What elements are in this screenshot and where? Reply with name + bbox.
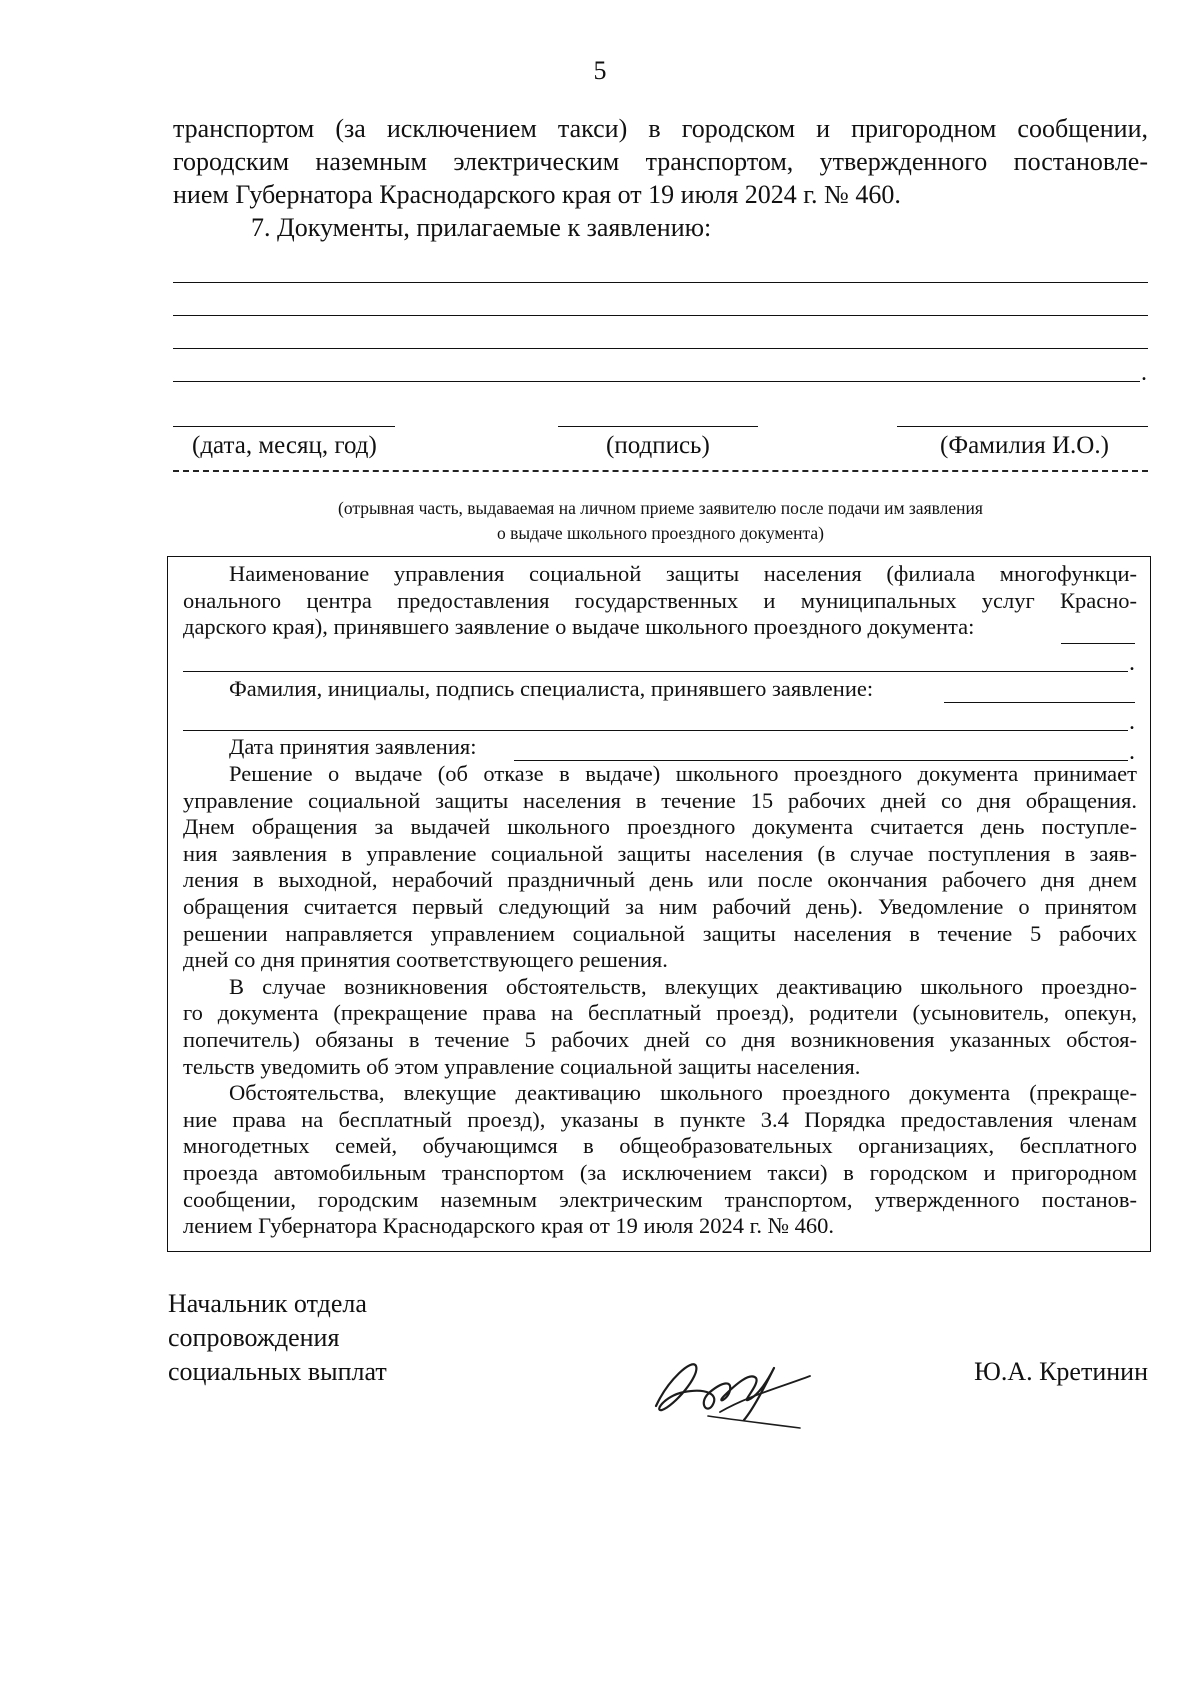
- text-line: ние права на бесплатный проезд), указаны в пункте 3.4 Порядка предоставления членам: [183, 1106, 1137, 1132]
- text-line: Фамилия, инициалы, подпись специалиста, принявшего заявление:: [229, 676, 874, 701]
- date-received-label: [183, 734, 1137, 765]
- date-received-end-period: .: [1129, 739, 1135, 765]
- text-line: ния заявления в управление социальной защиты населения (в случае поступления в заяв-: [183, 840, 1137, 866]
- text-line: ления в выходной, нерабочий праздничный день или после окончания рабочего дня днем: [183, 867, 1137, 893]
- text-line: дней со дня принятия соответствующего решения.: [183, 947, 668, 973]
- text-line: управление социальной защиты населения в течение 15 рабочих дней со дня обращения.: [183, 787, 1137, 813]
- documents-end-period: .: [1141, 360, 1147, 386]
- authority-fill-line-end: [1061, 643, 1135, 644]
- decision-paragraph: [183, 761, 1137, 1240]
- note-line: о выдаче школьного проездного документа): [497, 523, 824, 543]
- text-line: дарского края), принявшего заявление о выдаче школьного проездного документа:: [183, 614, 975, 640]
- name-line: [897, 426, 1148, 427]
- text-line: лением Губернатора Краснодарского края от 19 июля 2024 г. № 460.: [183, 1213, 835, 1239]
- position-line: Начальник отдела: [168, 1289, 367, 1318]
- text-line: тельств уведомить об этом управление социальной защиты населения.: [183, 1053, 861, 1079]
- documents-line-3: [173, 348, 1148, 349]
- text-line: сообщении, городским наземным электрическим транспортом, утвержденного постанов-: [183, 1186, 1137, 1212]
- name-caption: (Фамилия И.О.): [940, 432, 1109, 459]
- text-line: нием Губернатора Краснодарского края от 19 июля 2024 г. № 460.: [173, 180, 901, 209]
- text-line: Обстоятельства, влекущие деактивацию школьного проездного документа (прекраще-: [229, 1080, 1137, 1106]
- tear-off-note: [173, 496, 1148, 546]
- signature-caption: (подпись): [606, 432, 710, 459]
- position-title: [168, 1287, 387, 1389]
- documents-heading: 7. Документы, прилагаемые к заявлению:: [251, 213, 712, 242]
- text-line: Наименование управления социальной защиты населения (филиала многофункци-: [229, 561, 1137, 586]
- text-line: В случае возникновения обстоятельств, влекущих деактивацию школьного проездно-: [229, 973, 1137, 999]
- note-line: (отрывная часть, выдаваемая на личном приеме заявителю после подачи им заявления: [338, 498, 983, 518]
- text-line: обращения считается первый следующий за ним рабочий день). Уведомление о принятом: [183, 893, 1137, 919]
- text-line: Дата принятия заявления:: [229, 734, 477, 759]
- text-line: проезда автомобильным транспортом (за исключением такси) в городском и пригородном: [183, 1159, 1137, 1185]
- intro-paragraph: [173, 112, 1148, 244]
- text-line: транспортом (за исключением такси) в городском и пригородном сообщении,: [173, 114, 1148, 143]
- authority-end-period: .: [1129, 650, 1135, 676]
- text-line: Днем обращения за выдачей школьного проездного документа считается день поступле-: [183, 814, 1137, 840]
- date-caption: (дата, месяц, год): [192, 432, 377, 459]
- date-signature-line: [173, 426, 395, 427]
- specialist-fill-line-end: [944, 702, 1135, 703]
- text-line: городским наземным электрическим транспортом, утвержденного постановле-: [173, 147, 1148, 176]
- text-line: онального центра предоставления государственных и муниципальных услуг Красно-: [183, 587, 1137, 613]
- text-line: Решение о выдаче (об отказе в выдаче) школьного проездного документа принимает: [229, 761, 1137, 786]
- signature-line: [558, 426, 758, 427]
- text-line: решении направляется управлением социальной защиты населения в течение 5 рабочих: [183, 920, 1137, 946]
- signatory-name: Ю.А. Кретинин: [974, 1357, 1148, 1386]
- specialist-label: [183, 676, 1137, 703]
- authority-paragraph: [183, 561, 1137, 641]
- text-line: многодетных семей, обучающимся в общеобразовательных организациях, бесплатного: [183, 1133, 1137, 1159]
- page-number: 5: [593, 56, 607, 85]
- specialist-fill-line: [183, 730, 1128, 731]
- documents-line-2: [173, 315, 1148, 316]
- position-line: социальных выплат: [168, 1357, 387, 1386]
- authority-fill-line: [183, 671, 1128, 672]
- documents-line-4: [173, 381, 1140, 382]
- handwritten-signature: [650, 1350, 820, 1430]
- text-line: попечитель) обязаны в течение 5 рабочих дней со дня возникновения указанных обстоя-: [183, 1026, 1137, 1052]
- position-line: сопровождения: [168, 1323, 340, 1352]
- text-line: го документа (прекращение права на бесплатный проезд), родители (усыновитель, опекун,: [183, 1000, 1137, 1026]
- tear-off-line: [173, 470, 1148, 472]
- specialist-end-period: .: [1129, 709, 1135, 735]
- documents-line-1: [173, 282, 1148, 283]
